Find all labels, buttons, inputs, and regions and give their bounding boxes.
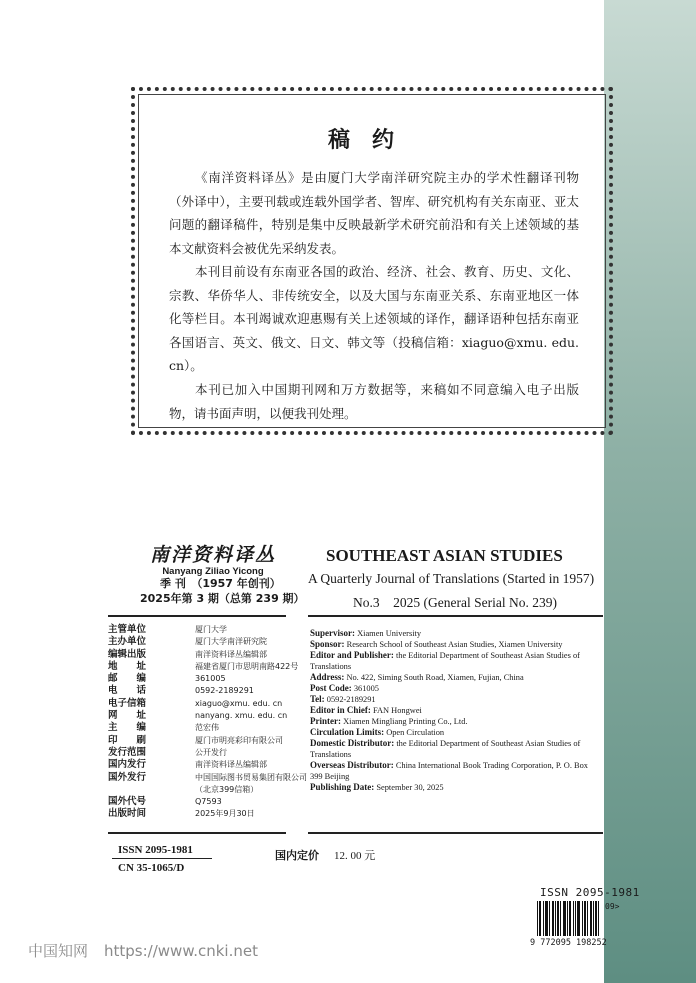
info-label: 电子信箱: [108, 697, 147, 709]
info-label: 出版时间: [108, 808, 147, 820]
info-row: [310, 650, 600, 672]
barcode-bar: [582, 901, 583, 936]
english-info-list: [310, 628, 600, 793]
info-value: 0592-2189291: [326, 695, 376, 704]
cnki-watermark: [28, 940, 258, 961]
info-row: [108, 624, 307, 636]
barcode-bar: [552, 901, 553, 936]
info-value: September 30, 2025: [376, 783, 444, 792]
barcode-bar: [553, 901, 554, 936]
info-label: Address:: [310, 672, 345, 682]
info-label: Overseas Distributor:: [310, 760, 394, 770]
decorative-sidebar: [604, 0, 696, 983]
info-row: [108, 698, 307, 710]
barcode-bar: [584, 901, 585, 936]
issue-chinese: 2025年第 3 期（总第 239 期）: [140, 592, 305, 605]
info-label: 邮 编: [108, 673, 147, 685]
barcode-bar: [549, 901, 550, 936]
info-value: 公开发行: [195, 747, 227, 757]
info-value: 2025年9月30日: [195, 809, 255, 819]
divider: [108, 832, 286, 834]
info-row: [310, 672, 600, 683]
info-row: [108, 710, 307, 722]
info-label: 发行范围: [108, 746, 147, 758]
barcode-addon: 09>: [605, 902, 620, 911]
info-label: 主办单位: [108, 636, 147, 648]
submission-notice-box: [131, 87, 613, 435]
info-label: 主 编: [108, 722, 147, 734]
price-label: 国内定价: [275, 849, 319, 862]
info-label: 国内发行: [108, 759, 147, 771]
info-label: 国外代号: [108, 796, 147, 808]
barcode-bar: [596, 901, 597, 936]
info-value: xiaguo@xmu. edu. cn: [195, 698, 283, 708]
info-value: the Editorial Department of Southeast Asian Studies of Translations: [310, 651, 580, 671]
notice-paragraph: 《南洋资料译丛》是由厦门大学南洋研究院主办的学术性翻译刊物（外译中），主要刊载或连载外国学者、智库、研究机构有关东南亚、亚太问题的翻译稿件，特别是集中反映最新学术研究前沿和有关上述领域的基本文献资料会被优先采纳发表。: [169, 170, 579, 256]
english-title: SOUTHEAST ASIAN STUDIES: [326, 546, 563, 565]
barcode-bar: [569, 901, 570, 936]
info-value: 厦门大学: [195, 625, 227, 634]
issn-number: ISSN 2095-1981: [118, 844, 193, 856]
frequency-line: 季 刊 （1957 年创刊）: [160, 577, 281, 590]
info-label: Circulation Limits:: [310, 727, 385, 737]
info-label: 印 刷: [108, 734, 147, 746]
info-value: 范宏伟: [195, 723, 219, 733]
barcode-bar: [560, 901, 561, 936]
barcode-bar: [587, 901, 588, 936]
info-row: [310, 705, 600, 716]
chinese-info-list: [108, 624, 307, 821]
barcode-bar: [563, 901, 564, 936]
english-issue: No.3 2025 (General Serial No. 239): [353, 595, 557, 610]
info-row: [108, 772, 307, 784]
info-label: 主管单位: [108, 624, 147, 635]
info-label: [108, 784, 195, 796]
info-row: [108, 685, 307, 697]
barcode-bar: [567, 901, 568, 936]
info-value: 厦门市明亮彩印有限公司: [195, 735, 283, 745]
info-row: [108, 796, 307, 808]
info-row: [108, 735, 307, 747]
info-row: [108, 661, 307, 673]
info-value: （北京399信箱）: [195, 784, 259, 794]
barcode-number: 9 772095 198252: [530, 938, 607, 948]
info-row: [310, 694, 600, 705]
info-row: [108, 636, 307, 648]
info-row: [310, 760, 600, 782]
barcode-bar: [579, 901, 580, 936]
barcode-bar: [540, 901, 541, 936]
info-row: [310, 738, 600, 760]
info-row: [310, 782, 600, 793]
info-row: [108, 722, 307, 734]
watermark-url: https://www.cnki.net: [104, 942, 258, 960]
barcode-issn: ISSN 2095-1981: [540, 886, 640, 899]
info-row: [108, 759, 307, 771]
info-value: the Editorial Department of Southeast Asian Studies of Translations: [310, 739, 581, 759]
info-value: Xiamen University: [357, 629, 422, 638]
barcode-bar: [564, 901, 565, 936]
divider: [108, 615, 286, 617]
barcode-bar: [573, 901, 574, 936]
info-label: 电 话: [108, 685, 147, 697]
logo-chinese-title: 南洋资料译丛: [149, 544, 276, 566]
info-label: Sponsor:: [310, 639, 345, 649]
info-value: 361005: [195, 674, 226, 684]
divider: [308, 832, 603, 834]
info-row: [108, 784, 307, 796]
barcode-bar: [593, 901, 594, 936]
info-value: 南洋资料译丛编辑部: [195, 649, 267, 659]
english-subtitle: A Quarterly Journal of Translations (Started in 1957): [308, 571, 595, 586]
notice-title: 稿约: [327, 128, 416, 153]
info-value: Xiamen Mingliang Printing Co., Ltd.: [343, 717, 468, 726]
divider: [308, 615, 603, 617]
info-label: Printer:: [310, 716, 341, 726]
info-row: [108, 673, 307, 685]
info-value: nanyang. xmu. edu. cn: [195, 711, 288, 721]
barcode-bar: [590, 901, 591, 936]
info-value: Research School of Southeast Asian Studies, Xiamen University: [346, 640, 563, 649]
info-row: [310, 683, 600, 694]
barcode-bar: [577, 901, 578, 936]
info-value: Open Circulation: [386, 728, 445, 737]
info-label: Post Code:: [310, 683, 352, 693]
info-label: Editor and Publisher:: [310, 650, 394, 660]
notice-paragraph: 本刊已加入中国期刊网和万方数据等，来稿如不同意编入电子出版物，请书面声明，以便我刊处理。: [169, 382, 579, 421]
info-value: 南洋资料译丛编辑部: [195, 760, 267, 770]
barcode-bar: [578, 901, 579, 936]
info-label: Domestic Distributor:: [310, 738, 395, 748]
info-label: 国外发行: [108, 771, 147, 783]
barcode-bar: [558, 901, 559, 936]
barcode-bar: [547, 901, 548, 936]
info-value: 361005: [353, 684, 379, 693]
barcode-bar: [555, 901, 556, 936]
info-row: [310, 716, 600, 727]
info-value: 厦门大学南洋研究院: [195, 637, 267, 647]
barcode-bar: [570, 901, 571, 936]
info-value: FAN Hongwei: [372, 706, 422, 715]
barcode-bar: [585, 901, 586, 936]
price-value: 12. 00 元: [334, 850, 376, 862]
barcode-icon: [537, 901, 599, 936]
barcode-bar: [565, 901, 566, 936]
info-row: [108, 747, 307, 759]
watermark-site-name: 中国知网: [28, 942, 89, 960]
info-label: 网 址: [108, 710, 147, 722]
info-row: [310, 639, 600, 650]
barcode-bar: [598, 901, 599, 936]
info-row: [310, 628, 600, 639]
divider: [112, 858, 212, 859]
info-row: [310, 727, 600, 738]
info-label: Editor in Chief:: [310, 705, 371, 715]
info-value: No. 422, Siming South Road, Xiamen, Fujian, China: [346, 673, 524, 682]
info-label: Publishing Date:: [310, 782, 375, 792]
info-row: [108, 808, 307, 820]
info-label: Supervisor:: [310, 628, 355, 638]
notice-paragraph: 本刊目前设有东南亚各国的政治、经济、社会、教育、历史、文化、宗教、华侨华人、非传统安全，以及大国与东南亚关系、东南亚地区一体化等栏目。本刊竭诚欢迎惠赐有关上述领域的译作，翻译语种包括东南亚各国语言、英文、俄文、日文、韩文等（投稿信箱：xiaguo@xmu. edu. cn）。: [169, 264, 579, 373]
barcode-bar: [575, 901, 576, 936]
info-value: 福建省厦门市思明南路422号: [195, 661, 299, 671]
notice-inner-border: [138, 94, 606, 428]
info-label: 编辑出版: [108, 648, 147, 660]
info-label: 地 址: [108, 660, 147, 672]
info-value: Q7593: [195, 797, 222, 807]
info-value: 0592-2189291: [195, 686, 254, 696]
info-value: China International Book Trading Corporation, P. O. Box 399 Beijing: [310, 761, 588, 781]
barcode-bar: [539, 901, 540, 936]
barcode-bar: [537, 901, 538, 936]
barcode-bar: [591, 901, 592, 936]
info-row: [108, 649, 307, 661]
info-value: 中国国际图书贸易集团有限公司: [195, 772, 307, 782]
info-label: Tel:: [310, 694, 325, 704]
barcode-bar: [557, 901, 558, 936]
barcode-bar: [543, 901, 544, 936]
barcode-bar: [545, 901, 546, 936]
journal-logo: [143, 540, 283, 577]
logo-pinyin: Nanyang Ziliao Yicong: [162, 566, 264, 577]
barcode-bar: [595, 901, 596, 936]
cn-number: CN 35-1065/D: [118, 862, 185, 874]
barcode-bar: [546, 901, 547, 936]
